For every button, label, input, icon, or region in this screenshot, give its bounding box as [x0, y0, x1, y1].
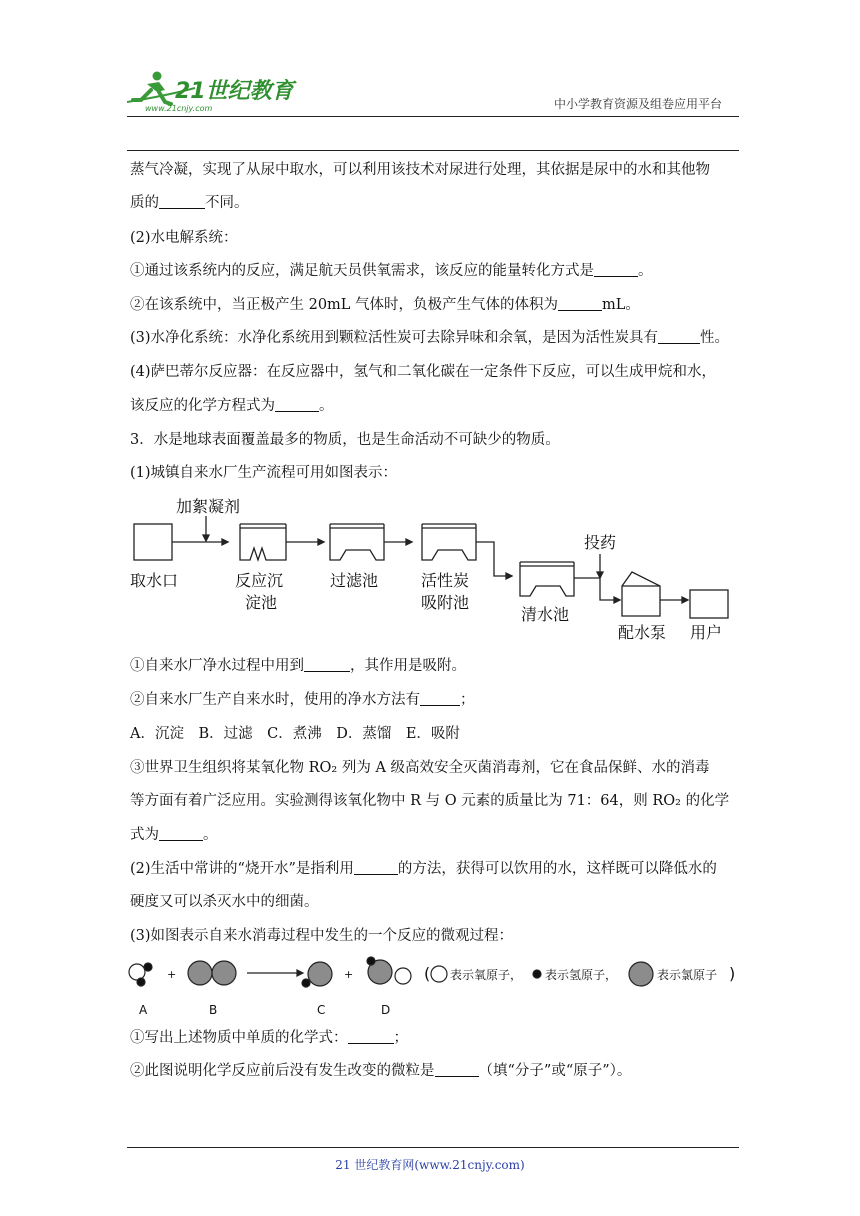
- header-divider-2: [127, 150, 739, 151]
- text-line: ①通过该系统内的反应，满足航天员供氧需求，该反应的能量转化方式是 。: [130, 263, 653, 279]
- text-line: ③世界卫生组织将某氧化物 RO₂ 列为 A 级高效安全灭菌消毒剂，它在食品保鲜、水的消毒: [130, 760, 710, 776]
- answer-blank[interactable]: [420, 691, 460, 706]
- hydrogen-atom: [144, 963, 152, 971]
- options-line: A．沉淀 B．过滤 C．煮沸 D．蒸馏 E．吸附: [130, 726, 460, 742]
- chlorine-atom: [212, 961, 236, 985]
- flow-label-reaction: 反应沉: [235, 571, 284, 590]
- chlorine-atom: [308, 962, 332, 986]
- text-line: (2)生活中常讲的“烧开水”是指利用 的方法，获得可以饮用的水，这样既可以降低水的: [130, 861, 717, 877]
- logo-text: 21世纪教育: [175, 79, 294, 104]
- flow-label-pump: 配水泵: [618, 623, 667, 642]
- flow-label-agent: 加絮凝剂: [176, 497, 241, 516]
- flow-label-user: 用户: [690, 623, 723, 642]
- reaction-micro-diagram: [125, 954, 737, 1020]
- answer-blank[interactable]: [658, 329, 700, 344]
- logo-url: www.21cnjy.com: [145, 104, 213, 113]
- label-c: C: [317, 1003, 326, 1017]
- question-heading: 3．水是地球表面覆盖最多的物质，也是生命活动不可缺少的物质。: [130, 432, 560, 448]
- answer-blank[interactable]: [159, 194, 205, 209]
- flow-label-clear-water: 清水池: [521, 605, 570, 624]
- text-line: ②自来水厂生产自来水时，使用的净水方法有 ；: [130, 692, 475, 708]
- answer-blank[interactable]: [435, 1062, 479, 1077]
- legend-hydrogen: 表示氢原子，: [545, 968, 618, 982]
- plus-sign: +: [167, 968, 177, 981]
- answer-blank[interactable]: [275, 397, 319, 412]
- text-line: ②此图说明化学反应前后没有发生改变的微粒是 （填“分子”或“原子”）。: [130, 1063, 632, 1079]
- text-line: 蒸气冷凝，实现了从尿中取水，可以利用该技术对尿进行处理，其依据是尿中的水和其他物: [130, 162, 710, 178]
- user-box: [690, 590, 728, 618]
- flow-label-carbon: 活性炭: [421, 571, 470, 590]
- flow-label-dose: 投药: [584, 533, 617, 552]
- intake-box: [134, 524, 172, 560]
- text-line: (2)水电解系统：: [130, 230, 238, 246]
- hydrogen-atom: [367, 957, 375, 965]
- text-line: 等方面有着广泛应用。实验测得该氧化物中 R 与 O 元素的质量比为 71：64，则 RO₂ 的化学: [130, 793, 730, 809]
- legend-open: (: [424, 964, 431, 983]
- text-line: (4)萨巴蒂尔反应器：在反应器中，氢气和二氧化碳在一定条件下反应，可以生成甲烷和水，: [130, 364, 717, 380]
- answer-blank[interactable]: [594, 262, 638, 277]
- flow-label-carbon-2: 吸附池: [421, 593, 470, 612]
- answer-blank[interactable]: [348, 1029, 394, 1044]
- legend-chlorine: 表示氯原子: [657, 968, 718, 982]
- platform-title: 中小学教育资源及组卷应用平台: [553, 97, 722, 111]
- hydrogen-atom: [137, 978, 145, 986]
- flow-label-intake: 取水口: [130, 571, 179, 590]
- text-line: (1)城镇自来水厂生产流程可用如图表示：: [130, 465, 398, 481]
- text-line: (3)如图表示自来水消毒过程中发生的一个反应的微观过程：: [130, 928, 514, 944]
- oxygen-atom: [129, 964, 145, 980]
- plus-sign: +: [344, 968, 354, 981]
- text-line: (3)水净化系统：水净化系统用到颗粒活性炭可去除异味和余氧，是因为活性炭具有 性。: [130, 330, 730, 346]
- legend-close: ): [729, 964, 736, 983]
- label-a: A: [139, 1003, 148, 1017]
- hydrogen-atom: [302, 979, 310, 987]
- legend-oxygen: 表示氧原子，: [450, 968, 523, 982]
- text-line: 式为 。: [130, 827, 218, 843]
- water-treatment-flow-diagram: [128, 496, 732, 646]
- flow-label-filter: 过滤池: [330, 571, 379, 590]
- text-line: 硬度又可以杀灭水中的细菌。: [130, 894, 319, 910]
- header-divider: [127, 116, 739, 117]
- text-line: ②在该系统中，当正极产生 20mL 气体时，负极产生气体的体积为 mL。: [130, 297, 640, 313]
- text-line: 质的 不同。: [130, 195, 249, 211]
- footer-link[interactable]: 21 世纪教育网(www.21cnjy.com): [335, 1158, 525, 1172]
- answer-blank[interactable]: [558, 296, 602, 311]
- logo: [125, 66, 300, 114]
- answer-blank[interactable]: [159, 826, 203, 841]
- footer-divider: [127, 1147, 739, 1148]
- oxygen-atom: [395, 968, 411, 984]
- answer-blank[interactable]: [354, 860, 398, 875]
- text-line: 该反应的化学方程式为 。: [130, 398, 334, 414]
- label-d: D: [381, 1003, 391, 1017]
- text-line: ①写出上述物质中单质的化学式： ；: [130, 1030, 408, 1046]
- flow-label-reaction-2: 淀池: [245, 593, 278, 612]
- label-b: B: [209, 1003, 218, 1017]
- text-line: ①自来水厂净水过程中用到 ，其作用是吸附。: [130, 658, 466, 674]
- chlorine-atom: [188, 961, 212, 985]
- answer-blank[interactable]: [304, 657, 350, 672]
